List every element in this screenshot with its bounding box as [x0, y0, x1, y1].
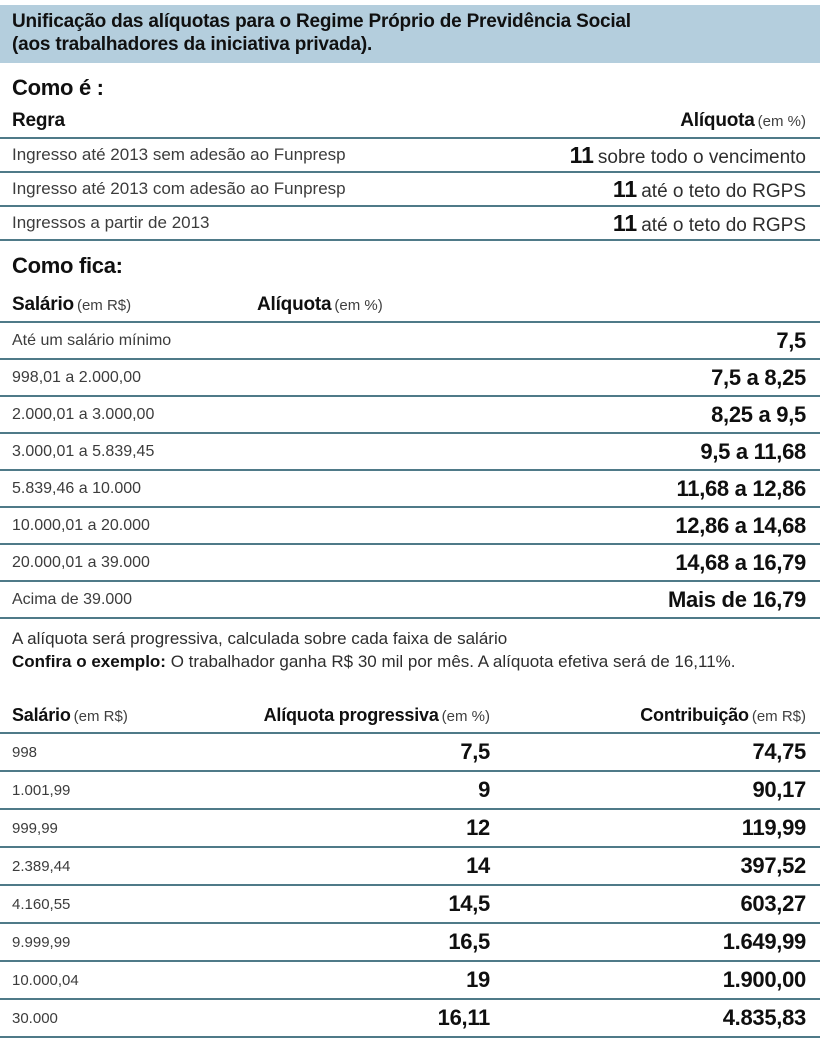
salary-value: 9.999,99 — [12, 933, 71, 951]
example-note-text: O trabalhador ganha R$ 30 mil por mês. A alíquota efetiva será de 16,11%. — [165, 652, 736, 671]
rule-label: Ingresso até 2013 sem adesão ao Funpresp — [12, 145, 346, 164]
contribution-value: 603,27 — [740, 891, 806, 916]
table-row — [0, 323, 820, 360]
example-table — [0, 697, 820, 1038]
table1-header-row — [0, 101, 820, 139]
table-row — [0, 848, 820, 886]
rate-range: 12,86 a 14,68 — [675, 512, 806, 538]
table3-col-salario-label: Salário — [12, 705, 71, 725]
table2-header-row — [0, 285, 820, 323]
table3-col-aliquota — [242, 705, 490, 726]
table-row — [0, 434, 820, 471]
contribution-value: 74,75 — [752, 739, 806, 764]
table3-header-row — [0, 697, 820, 734]
title-bar — [0, 5, 820, 63]
rate-number: 11 — [612, 175, 638, 202]
rate-number: 11 — [569, 141, 594, 168]
salary-range: 3.000,01 a 5.839,45 — [12, 442, 155, 460]
table-row — [0, 886, 820, 924]
rate-suffix: até o teto do RGPS — [641, 214, 806, 236]
table-row — [0, 471, 820, 508]
table2-col-aliquota-label: Alíquota — [257, 294, 332, 315]
section-heading-como-e: Como é : — [12, 75, 104, 100]
table3-col-aliquota-unit: (em %) — [441, 708, 490, 725]
progressive-rate: 14 — [466, 853, 490, 878]
table-row — [0, 1000, 820, 1038]
progressive-rate: 9 — [478, 777, 490, 802]
rate-value — [613, 176, 806, 203]
table-row — [0, 772, 820, 810]
title-line-2: (aos trabalhadores da iniciativa privada). — [12, 34, 373, 55]
progressive-rate: 14,5 — [448, 891, 490, 916]
rate-suffix: sobre todo o vencimento — [597, 146, 806, 168]
salary-range: 10.000,01 a 20.000 — [12, 516, 150, 534]
salary-range: 5.839,46 a 10.000 — [12, 479, 142, 497]
salary-range: 2.000,01 a 3.000,00 — [12, 405, 155, 423]
table3-col-contribuicao-unit: (em R$) — [751, 708, 806, 725]
table2-col-salario-label: Salário — [12, 294, 74, 315]
salary-value: 2.389,44 — [12, 857, 71, 875]
rate-number: 11 — [612, 209, 638, 236]
table3-col-contribuicao-label: Contribuição — [640, 705, 749, 725]
contribution-value: 119,99 — [741, 815, 806, 840]
salary-value: 10.000,04 — [12, 971, 79, 989]
salary-value: 998 — [12, 743, 38, 761]
table-row — [0, 360, 820, 397]
table-row — [0, 924, 820, 962]
progressive-rate: 7,5 — [460, 739, 490, 764]
rate-range: 14,68 a 16,79 — [675, 549, 806, 575]
progressive-rate: 12 — [466, 815, 490, 840]
rule-label: Ingresso até 2013 com adesão ao Funpresp — [12, 179, 346, 198]
salary-value: 1.001,99 — [12, 781, 71, 799]
table1-col-regra: Regra — [12, 110, 65, 131]
salary-range: 998,01 a 2.000,00 — [12, 368, 142, 386]
example-note — [12, 650, 820, 673]
section-heading-como-fica: Como fica: — [12, 253, 123, 278]
table-row — [0, 397, 820, 434]
progressive-rate: 19 — [466, 967, 490, 992]
table3-col-aliquota-label: Alíquota progressiva — [263, 705, 439, 725]
rate-suffix: até o teto do RGPS — [641, 180, 806, 202]
rate-range: 7,5 a 8,25 — [711, 364, 806, 390]
table3-col-salario — [12, 705, 242, 726]
example-note-label: Confira o exemplo: — [12, 652, 166, 671]
progressive-rate: 16,11 — [437, 1005, 490, 1030]
table-row — [0, 810, 820, 848]
table-row — [0, 962, 820, 1000]
table2-col-salario-unit: (em R$) — [76, 297, 132, 314]
title-line-1: Unificação das alíquotas para o Regime Próprio de Previdência Social — [12, 11, 631, 32]
table2-col-salario — [12, 294, 257, 316]
table-row — [0, 582, 820, 619]
table-row — [0, 173, 820, 207]
table3-col-contribuicao — [490, 705, 806, 726]
progressive-note: A alíquota será progressiva, calculada sobre cada faixa de salário — [12, 629, 508, 648]
table-row — [0, 734, 820, 772]
rate-range: 11,68 a 12,86 — [676, 475, 806, 501]
contribution-value: 90,17 — [752, 777, 806, 802]
contribution-value: 397,52 — [740, 853, 806, 878]
rate-range: 8,25 a 9,5 — [711, 401, 806, 427]
table2-col-aliquota-unit: (em %) — [334, 297, 383, 314]
salary-value: 999,99 — [12, 819, 58, 837]
rate-range: 9,5 a 11,68 — [700, 438, 806, 464]
table-row — [0, 207, 820, 241]
salary-value: 4.160,55 — [12, 895, 71, 913]
table-row — [0, 508, 820, 545]
contribution-value: 1.900,00 — [722, 967, 806, 992]
salary-range: Até um salário mínimo — [12, 331, 172, 349]
contribution-value: 1.649,99 — [722, 929, 806, 954]
progressive-rate: 16,5 — [448, 929, 490, 954]
salary-value: 30.000 — [12, 1009, 58, 1027]
table-row — [0, 139, 820, 173]
rate-range: 7,5 — [776, 327, 806, 353]
table-row — [0, 545, 820, 582]
rate-range: Mais de 16,79 — [668, 586, 806, 612]
salary-range: 20.000,01 a 39.000 — [12, 553, 150, 571]
table1-col-aliquota-unit: (em %) — [757, 113, 806, 130]
rule-label: Ingressos a partir de 2013 — [12, 213, 210, 232]
rate-value — [613, 210, 806, 237]
table2-col-aliquota — [257, 294, 383, 316]
notes-block — [12, 627, 820, 673]
table3-col-salario-unit: (em R$) — [73, 708, 128, 725]
rate-value — [570, 142, 806, 169]
table1-col-aliquota-label: Alíquota — [680, 110, 755, 131]
contribution-value: 4.835,83 — [722, 1005, 806, 1030]
table1-col-aliquota — [680, 110, 806, 132]
salary-range: Acima de 39.000 — [12, 590, 133, 608]
